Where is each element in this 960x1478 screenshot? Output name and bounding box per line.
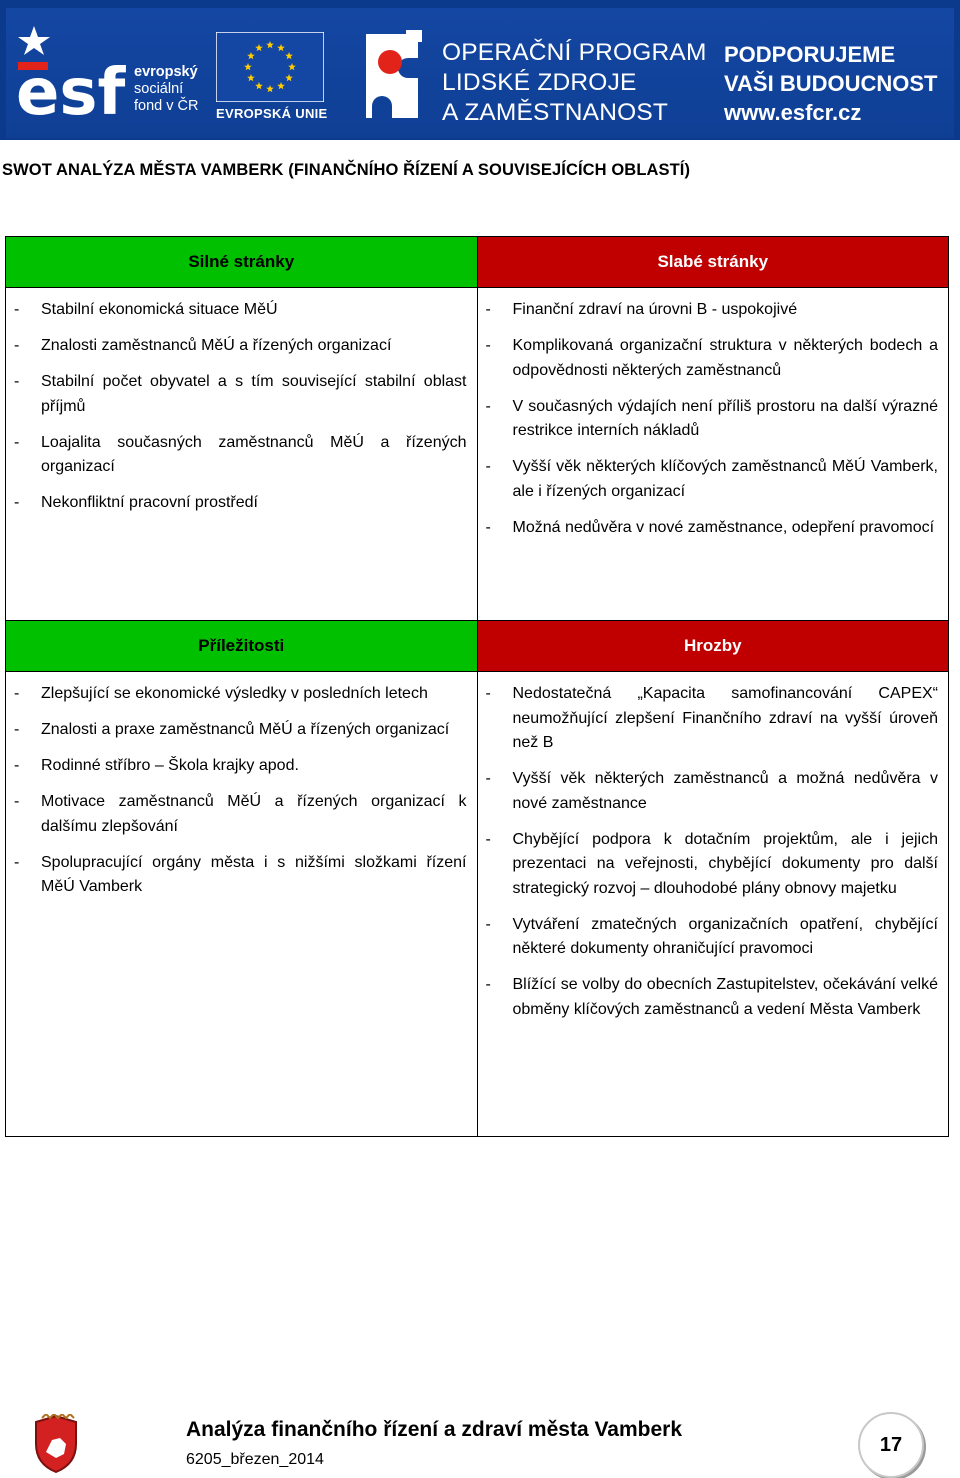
op-line2: LIDSKÉ ZDROJE: [442, 69, 637, 96]
list-item: [486, 767, 939, 816]
dash-bullet: -: [485, 337, 491, 354]
op-line1: OPERAČNÍ PROGRAM: [442, 39, 707, 66]
list-item-text: Finanční zdraví na úrovni B - uspokojivé: [512, 301, 798, 318]
list-item: [486, 828, 939, 902]
list-item-text: Znalosti zaměstnanců MěÚ a řízených organizací: [41, 337, 392, 354]
list-item: [486, 455, 939, 504]
list-item-text: Možná nedůvěra v nové zaměstnance, odepření pravomocí: [512, 518, 935, 536]
list-item: [486, 395, 939, 444]
threats-list: [478, 672, 949, 1022]
dash-bullet: -: [485, 915, 491, 933]
list-item: [486, 913, 939, 962]
op-line3: A ZAMĚSTNANOST: [442, 99, 669, 126]
list-item-text: Nekonfliktní pracovní prostředí: [41, 494, 258, 511]
header-banner: [0, 0, 960, 140]
threats-header: Hrozby: [477, 621, 949, 672]
support-url[interactable]: www.esfcr.cz: [724, 100, 862, 125]
list-item: [14, 682, 467, 707]
op-title: [442, 38, 707, 128]
esf-logo: [16, 22, 126, 122]
list-item-text: Loajalita současných zaměstnanců MěÚ a řízených organizací: [41, 433, 467, 475]
list-item: [486, 334, 939, 383]
dash-bullet: -: [14, 721, 20, 738]
weaknesses-cell: [477, 288, 949, 622]
strengths-cell: [6, 288, 478, 622]
strengths-list: [6, 288, 477, 516]
dash-bullet: -: [485, 770, 491, 787]
list-item-text: Spolupracující orgány města i s nižšími složkami řízení MěÚ Vamberk: [41, 853, 467, 895]
dash-bullet: -: [14, 373, 20, 390]
eu-flag-icon: [216, 32, 324, 102]
list-item: [486, 298, 939, 323]
footer-title: Analýza finančního řízení a zdraví města Vamberk: [186, 1418, 683, 1441]
dash-bullet: -: [14, 685, 20, 702]
esf-line2: sociální: [134, 81, 184, 97]
dash-bullet: -: [14, 433, 20, 451]
dash-bullet: -: [485, 518, 491, 536]
list-item-text: Vytváření zmatečných organizačních opatření, chybějící některé dokumenty ohraničující pravomoci: [512, 915, 938, 957]
list-item-text: Komplikovaná organizační struktura v některých bodech a odpovědnosti některých zaměstnanců: [512, 337, 938, 379]
list-item-text: Rodinné stříbro – Škola krajky apod.: [41, 757, 299, 774]
esf-line3: fond v ČR: [134, 98, 199, 114]
list-item-text: Stabilní počet obyvatel a s tím související stabilní oblast příjmů: [41, 373, 467, 415]
footer-code: 6205_březen_2014: [186, 1451, 324, 1468]
puzzle-logo: [362, 28, 434, 124]
list-item: [14, 491, 467, 516]
dash-bullet: -: [14, 494, 20, 511]
list-item: [486, 973, 939, 1022]
dash-bullet: -: [485, 976, 491, 993]
dash-bullet: -: [485, 458, 491, 475]
swot-table-opportunities-threats: [5, 620, 949, 1137]
eu-caption: EVROPSKÁ UNIE: [216, 106, 328, 121]
page-title: SWOT ANALÝZA MĚSTA VAMBERK (FINANČNÍHO ŘÍZENÍ A SOUVISEJÍCÍCH OBLASTÍ): [2, 161, 691, 179]
dash-bullet: -: [485, 301, 491, 318]
list-item: [14, 718, 467, 743]
list-item: [14, 431, 467, 480]
swot-table-strengths-weaknesses: [5, 236, 949, 622]
list-item: [14, 370, 467, 419]
list-item-text: V současných výdajích není příliš prostoru na další výrazné restrikce interních nákladů: [512, 397, 938, 439]
list-item: [14, 790, 467, 839]
list-item-text: Zlepšující se ekonomické výsledky v posledních letech: [41, 685, 428, 702]
weaknesses-header: Slabé stránky: [477, 237, 949, 288]
strengths-header: Silné stránky: [6, 237, 478, 288]
support-slogan: [724, 40, 938, 127]
list-item: [486, 516, 939, 541]
list-item-text: Nedostatečná „Kapacita samofinancování CAPEX“ neumožňující zlepšení Finančního zdraví na vyšší úroveň než B: [512, 685, 938, 751]
support-line2: VAŠI BUDOUCNOST: [724, 71, 938, 96]
list-item: [14, 334, 467, 359]
vamberk-crest-icon: [30, 1414, 82, 1474]
page-number: 17: [858, 1412, 924, 1478]
list-item-text: Motivace zaměstnanců MěÚ a řízených organizací k dalšímu zlepšování: [41, 793, 467, 835]
dash-bullet: -: [14, 793, 20, 810]
list-item-text: Blížící se volby do obecních Zastupitelstev, očekávání velké obměny klíčových zaměstnanců a vedení Města Vamberk: [512, 976, 938, 1018]
opportunities-header: Příležitosti: [6, 621, 478, 672]
list-item-text: Vyšší věk některých zaměstnanců a možná nedůvěra v nové zaměstnance: [512, 770, 938, 812]
dash-bullet: -: [14, 757, 20, 774]
dash-bullet: -: [14, 853, 20, 871]
opportunities-cell: [6, 672, 478, 1137]
esf-caption: [134, 64, 198, 115]
opportunities-list: [6, 672, 477, 900]
list-item-text: Vyšší věk některých klíčových zaměstnanců MěÚ Vamberk, ale i řízených organizací: [512, 458, 938, 500]
dash-bullet: -: [485, 397, 491, 415]
dash-bullet: -: [485, 685, 491, 702]
list-item-text: Chybějící podpora k dotačním projektům, ale i jejich prezentaci na veřejnosti, chybějící dokumenty pro další strategický rozvoj – dlouhodobé plány obnovy majetku: [512, 830, 938, 897]
weaknesses-list: [478, 288, 949, 540]
list-item: [14, 851, 467, 900]
dash-bullet: -: [485, 830, 491, 848]
threats-cell: [477, 672, 949, 1137]
esf-line1: evropský: [134, 64, 198, 80]
dash-bullet: -: [14, 301, 20, 318]
svg-text:esf: esf: [16, 56, 126, 122]
list-item-text: Stabilní ekonomická situace MěÚ: [41, 301, 278, 318]
dash-bullet: -: [14, 337, 20, 354]
list-item-text: Znalosti a praxe zaměstnanců MěÚ a řízených organizací: [41, 721, 450, 738]
list-item: [14, 298, 467, 323]
list-item: [14, 754, 467, 779]
list-item: [486, 682, 939, 756]
support-line1: PODPORUJEME: [724, 42, 896, 67]
